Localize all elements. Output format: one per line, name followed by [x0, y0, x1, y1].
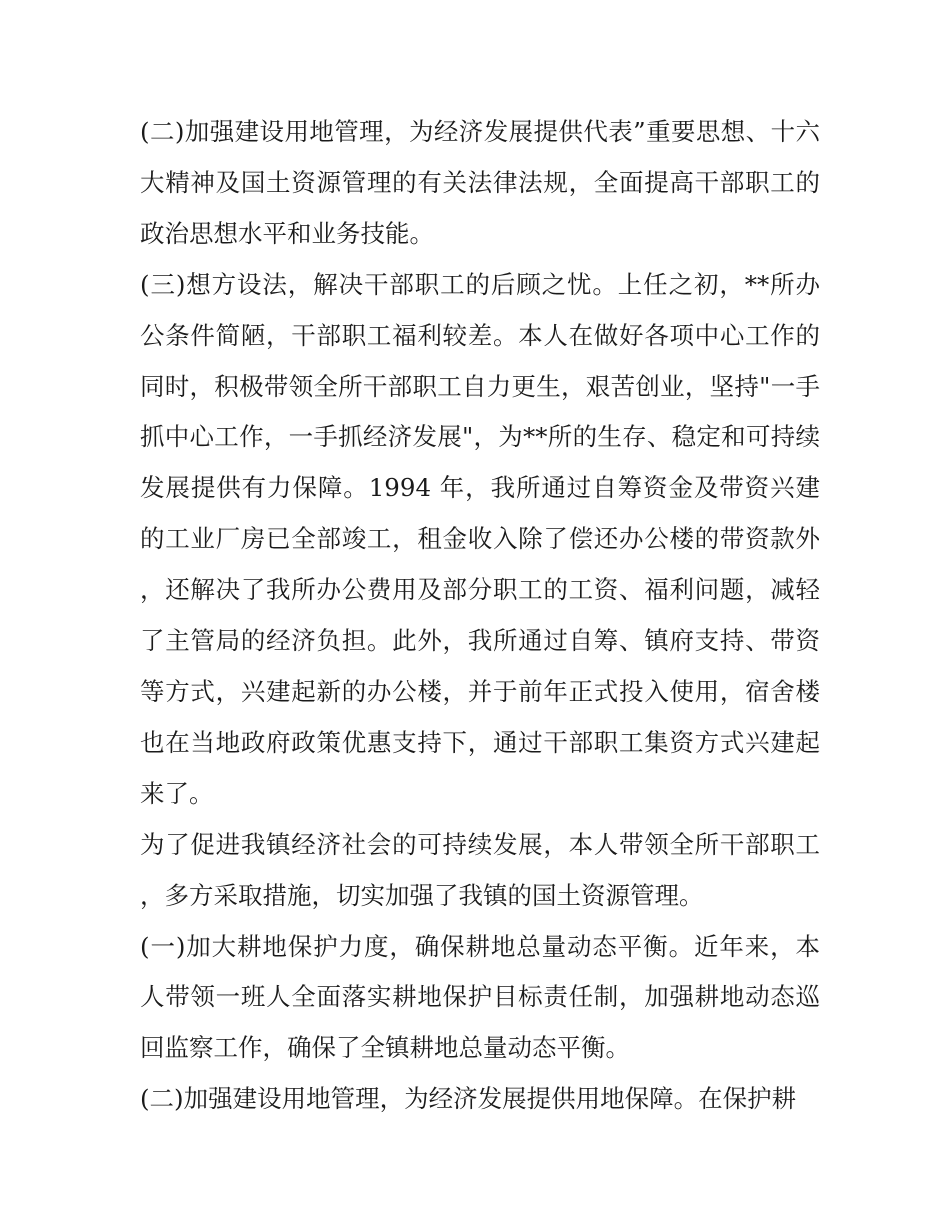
paragraph-1: (二)加强建设用地管理，为经济发展提供代表”重要思想、十六大精神及国土资源管理的有关法律法规，全面提高干部职工的政治思想水平和业务技能。: [140, 117, 820, 248]
paragraph-5: (二)加强建设用地管理，为经济发展提供用地保障。在保护耕: [140, 1084, 797, 1114]
paragraph-4: (一)加大耕地保护力度，确保耕地总量动态平衡。近年来，本人带领一班人全面落实耕地保护目标责任制，加强耕地动态巡回监察工作，确保了全镇耕地总量动态平衡。: [140, 931, 820, 1063]
paragraph-2: (三)想方设法，解决干部职工的后顾之忧。上任之初，**所办公条件简陋，干部职工福利较差。本人在做好各项中心工作的同时，积极带领全所干部职工自力更生，艰苦创业，坚持"一手抓中心工作，一手抓经济发展"，为**所的生存、稳定和可持续发展提供有力保障。1994 年，我所通过自筹资金及带资兴建的工业厂房已全部竣工，租金收入除了偿还办公楼的带资款外，还解决了我所办公费用及部分职工的工资、福利问题，减轻了主管局的经济负担。此外，我所通过自筹、镇府支持、带资等方式，兴建起新的办公楼，并于前年正式投入使用，宿舍楼也在当地政府政策优惠支持下，通过干部职工集资方式兴建起来了。: [140, 269, 820, 808]
paragraph-3: 为了促进我镇经济社会的可持续发展，本人带领全所干部职工，多方采取措施，切实加强了我镇的国土资源管理。: [140, 829, 820, 910]
document-body: [140, 107, 820, 1125]
